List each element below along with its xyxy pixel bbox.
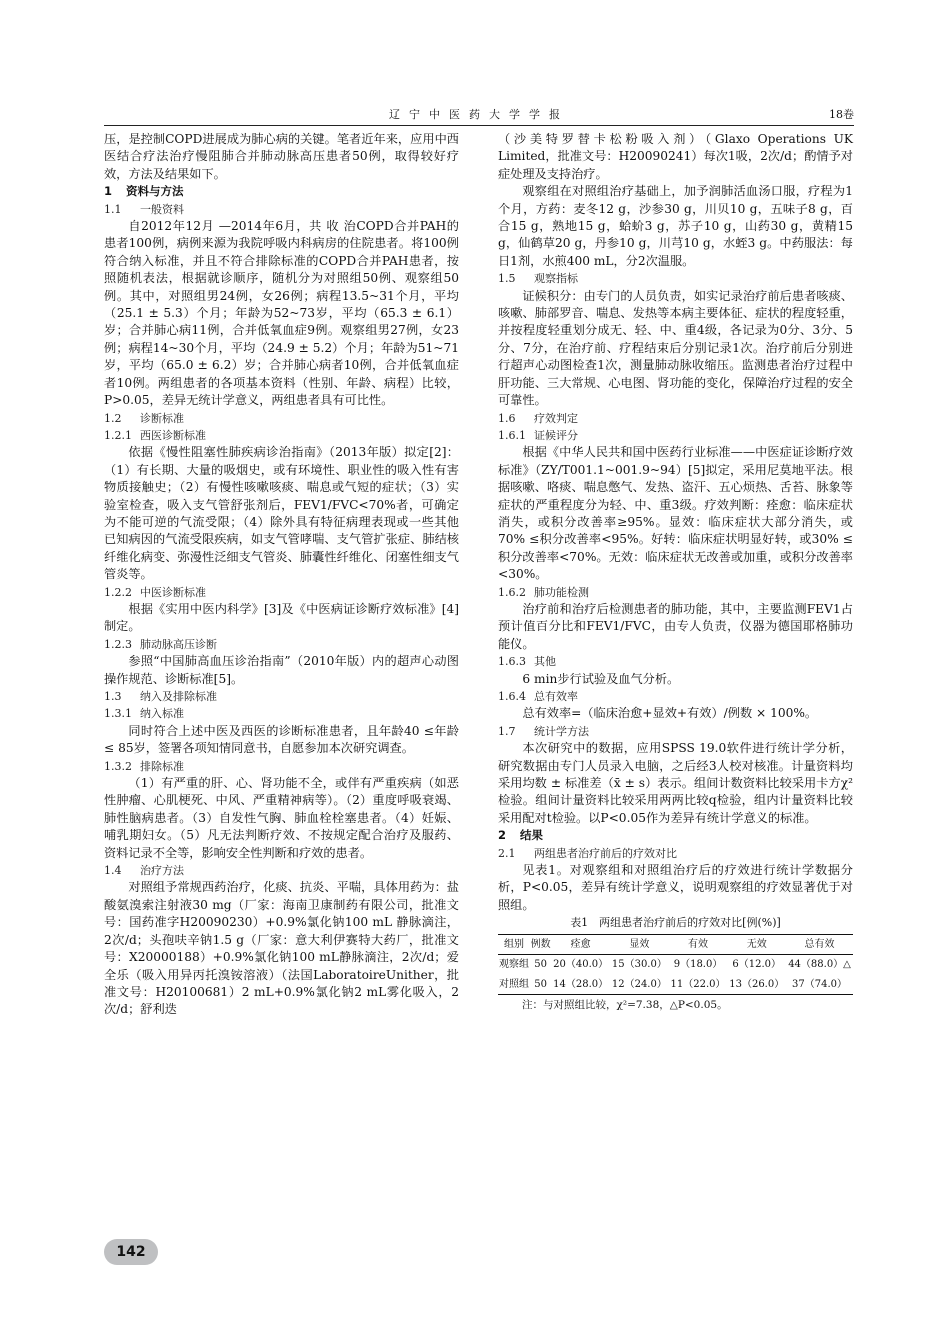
heading-text: 中医诊断标准: [140, 585, 206, 599]
paragraph: 6 min步行试验及血气分析。: [522, 671, 680, 686]
left-column: [104, 131, 459, 1019]
table-header-cell: 有效: [669, 934, 728, 954]
heading-text: 两组患者治疗前后的疗效对比: [534, 846, 677, 860]
paragraph: （1）有严重的肝、心、肾功能不全，或伴有严重疾病（如恶性肿瘤、心肌梗死、中风、严重精神病等）。（2）重度呼吸衰竭、肺性脑病患者。（3）自发性气胸、肺血栓栓塞患者。（4）妊娠、哺乳期妇女。（5）凡无法判断疗效、不按规定配合治疗及服药、资料记录不全等，影响安全性判断和疗效的患者。: [104, 776, 459, 860]
table-header-cell: 组别: [498, 934, 530, 954]
heading-number: 2: [498, 828, 507, 843]
heading-text: 肺功能检测: [534, 585, 589, 599]
table-header-cell: 总有效: [786, 934, 853, 954]
table-header-cell: 例数: [530, 934, 551, 954]
heading-text: 证候评分: [534, 428, 578, 442]
table-cell: 12（24.0）: [610, 975, 669, 995]
table-body: [498, 955, 853, 995]
heading-text: 西医诊断标准: [140, 428, 206, 442]
table-cell: 9（18.0）: [673, 959, 723, 971]
table-cell: 50: [530, 975, 551, 995]
right-column-text: [498, 131, 853, 914]
table-row: [498, 975, 853, 995]
table-cell: 观察组: [499, 959, 529, 971]
subsection-heading: [498, 653, 853, 670]
subsection-heading: [498, 584, 853, 601]
paragraph: 本次研究中的数据，应用SPSS 19.0软件进行统计学分析，研究数据由专门人员录入电脑，之后经3人校对核准。计量资料均采用均数 ± 标准差（x̄ ± s）表示。组间计数资料比较采用卡方χ²检验。组间计量资料比较采用两两比较q检验，组内计量资料比较采用配对t检验。以P<0.05作为差异有统计学意义的标准。: [498, 741, 853, 825]
paragraph: 总有效率=（临床治愈+显效+有效）/例数 × 100%。: [522, 706, 818, 721]
heading-number: 1.2.2: [104, 585, 132, 599]
running-header: [104, 106, 854, 122]
heading-text: 观察指标: [534, 272, 578, 286]
heading-text: 总有效率: [534, 690, 578, 703]
paragraph: 自2012年12月 —2014年6月，共 收 治COPD合并PAH的患者100例，病例来源为我院呼吸内科病房的住院患者。将100例符合纳入标准，并且不符合排除标准的COPD合并PAH患者，按照随机表法，根据就诊顺序，随机分为对照组50例、观察组50例。其中，对照组男24例，女26例；病程13.5~31个月，平均（25.1 ± 5.3）个月；年龄为52~73岁，平均（65.3 ± 6.1）岁；合并肺心病11例，合并低氧血症9例。观察组男27例，女23例；病程14~30个月，平均（24.9 ± 5.2）个月；年龄为51~71岁，平均（65.0 ± 6.2）岁；合并肺心病者10例，合并低氧血症者10例。两组患者的各项基本资料（性别、年龄、病程）比较，P>0.05，差异无统计学意义，两组患者具有可比性。: [104, 219, 459, 408]
table-cell: 6（12.0）: [732, 959, 782, 971]
paragraph: （沙美特罗替卡松粉吸入剂）（Glaxo Operations UK Limited，批准文号：H20090241）每次1吸，2次/d；酌情予对症处理及支持治疗。: [498, 132, 853, 181]
journal-title: 辽宁中医药大学学报: [389, 108, 569, 121]
heading-number: 1: [104, 184, 113, 199]
heading-text: 肺动脉高压诊断: [140, 637, 217, 651]
paragraph: 压，是控制COPD进展成为肺心病的关键。笔者近年来，应用中西医结合疗法治疗慢阻肺合并肺动脉高压患者50例，取得较好疗效，方法及结果如下。: [104, 132, 459, 181]
subsection-heading: [104, 636, 459, 653]
paragraph: 参照“中国肺高血压诊治指南”（2010年版）内的超声心动图操作规范、诊断标准[5]。: [104, 654, 459, 686]
heading-number: 1.2.1: [104, 428, 132, 442]
table-note: 注：与对照组比较，χ²=7.38，△P<0.05。: [522, 998, 728, 1011]
heading-text: 结果: [520, 828, 543, 843]
subsection-heading: [104, 688, 459, 705]
paragraph: 见表1。对观察组和对照组治疗后的疗效进行统计学数据分析，P<0.05，差异有统计学意义，说明观察组的疗效显著优于对照组。: [498, 863, 853, 912]
heading-text: 纳入标准: [140, 707, 184, 721]
heading-number: 1.1: [104, 202, 122, 216]
subsection-heading: [498, 410, 853, 427]
heading-number: 1.3.1: [104, 707, 132, 721]
heading-number: 1.2: [104, 411, 122, 425]
results-table: [498, 934, 853, 995]
table-cell: 50: [534, 959, 548, 971]
heading-text: 疗效判定: [534, 411, 578, 425]
subsection-heading: [498, 270, 853, 287]
heading-text: 一般资料: [140, 202, 184, 216]
table-cell: 20（40.0）: [553, 959, 609, 971]
subsection-heading: [104, 705, 459, 722]
subsection-heading: [104, 201, 459, 218]
heading-number: 2.1: [498, 846, 516, 860]
paragraph: 证候积分：由专门的人员负责，如实记录治疗前后患者咳痰、咳嗽、肺部罗音、喘息、发热等本病主要体征、症状的程度轻重，并按程度轻重划分成无、轻、中、重4级，各记录为0分、3分、5分、7分，在治疗前、疗程结束后分别记录1次。治疗前后分别进行超声心动图检查1次，测量肺动脉收缩压。监测患者治疗过程中肝功能、三大常规、心电图、肾功能的变化，保障治疗过程的安全可靠性。: [498, 288, 853, 408]
paragraph: 根据《中华人民共和国中医药行业标准——中医症证诊断疗效标准》（ZY/T001.1~001.9~94）[5]拟定，采用尼莫地平法。根据咳嗽、咯痰、喘息憋气、发热、盗汗、五心烦热、舌苔、脉象等症状的严重程度分为轻、中、重3级。疗效判断：痊愈：临床症状消失，或积分改善率≥95%。显效：临床症状大部分消失，或70% ≤积分改善率<95%。好转：临床症状明显好转，或30% ≤积分改善率<70%。无效：临床症状无改善或加重，或积分改善率<30%。: [498, 445, 853, 582]
heading-number: 1.6.2: [498, 585, 526, 599]
header-rule: [104, 125, 854, 126]
heading-text: 排除标准: [140, 759, 184, 773]
heading-number: 1.2.3: [104, 637, 132, 651]
heading-number: 1.7: [498, 724, 516, 738]
table-cell: 37（74.0）: [786, 975, 853, 995]
paragraph: 治疗前和治疗后检测患者的肺功能，其中，主要监测FEV1占预计值百分比和FEV1/FVC，由专人负责，仪器为德国耶格肺功能仪。: [498, 601, 853, 651]
subsection-heading: [498, 427, 853, 444]
table-row: [498, 955, 853, 975]
heading-text: 其他: [534, 655, 556, 669]
table-header-cell: 无效: [727, 934, 786, 954]
heading-text: 纳入及排除标准: [140, 690, 217, 703]
table-cell: 15（30.0）: [611, 959, 667, 971]
subsection-heading: [498, 688, 853, 705]
paragraph: 对照组予常规西药治疗，化痰、抗炎、平喘，具体用药为：盐酸氨溴索注射液30 mg（厂家：海南卫康制药有限公司，批准文号：国药准字H20090230）+0.9%氯化钠100 mL 静脉滴注，2次/d；头孢呋辛钠1.5 g（厂家：意大利伊赛特大药厂，批准文号：X20000188）+0.9%氯化钠100 mL静脉滴注，2次/d；爱全乐（吸入用异丙托溴铵溶液）（法国LaboratoireUnither，批准文号：H20100681）2 mL+0.9%氯化钠2 mL雾化吸入，2次/d；舒利迭: [104, 880, 459, 1017]
right-column: [498, 131, 853, 1014]
table-caption: 表1 两组患者治疗前后的疗效对比[例(%)]: [570, 916, 781, 930]
heading-number: 1.3.2: [104, 759, 132, 773]
subsection-heading: [498, 845, 853, 862]
subsection-heading: [104, 862, 459, 879]
subsection-heading: [104, 427, 459, 444]
heading-number: 1.6.3: [498, 655, 526, 669]
table-cell: 44（88.0）△: [788, 959, 851, 971]
subsection-heading: [104, 584, 459, 601]
heading-text: 治疗方法: [140, 864, 184, 878]
paragraph: 观察组在对照组治疗基础上，加予润肺活血汤口服，疗程为1个月，方药：麦冬12 g，沙参30 g，川贝10 g，五味子8 g，百合15 g，熟地15 g，蛤蚧3 g，苏子10 g，山药30 g，黄精15 g，仙鹤草20 g，丹参10 g，川芎10 g，水蛭3 g。中药服法：每日1剂，水煎400 mL，分2次温服。: [498, 184, 853, 268]
table-cell: 11（22.0）: [669, 975, 728, 995]
section-heading: [498, 827, 853, 844]
heading-number: 1.4: [104, 864, 122, 878]
heading-text: 资料与方法: [126, 184, 184, 199]
table-cell: 对照组: [498, 975, 530, 995]
page-number: 142: [104, 1239, 158, 1265]
heading-text: 统计学方法: [534, 724, 589, 738]
heading-number: 1.6: [498, 411, 516, 425]
subsection-heading: [498, 723, 853, 740]
table-header-cell: 痊愈: [551, 934, 610, 954]
section-heading: [104, 183, 459, 200]
heading-text: 诊断标准: [140, 411, 184, 425]
subsection-heading: [104, 410, 459, 427]
paragraph: 根据《实用中医内科学》[3]及《中医病证诊断疗效标准》[4]制定。: [104, 601, 459, 634]
subsection-heading: [104, 758, 459, 775]
table-header-row: [498, 934, 853, 954]
heading-number: 1.5: [498, 272, 516, 286]
table-header-cell: 显效: [610, 934, 669, 954]
paragraph: 同时符合上述中医及西医的诊断标准患者，且年龄40 ≤年龄≤ 85岁，签署各项知情同意书，自愿参加本次研究调查。: [104, 723, 459, 756]
table-cell: 14（28.0）: [551, 975, 610, 995]
heading-number: 1.6.4: [498, 690, 526, 703]
heading-number: 1.6.1: [498, 428, 526, 442]
paragraph: 依据《慢性阻塞性肺疾病诊治指南》（2013年版）拟定[2]：（1）有长期、大量的吸烟史，或有环境性、职业性的吸入性有害物质接触史；（2）有慢性咳嗽咳痰、喘息或气短的症状；（3）实验室检查，吸入支气管舒张剂后，FEV1/FVC<70%者，可确定为不能可逆的气流受限；（4）除外具有特征病理表现或一些其他已知病因的气流受限疾病，如支气管哮喘、支气管扩张症、肺结核纤维化病变、弥漫性泛细支气管炎、肺囊性纤维化、闭塞性细支气管炎等。: [104, 445, 459, 582]
table-cell: 13（26.0）: [727, 975, 786, 995]
volume-label: 18卷: [829, 108, 854, 121]
heading-number: 1.3: [104, 690, 122, 703]
